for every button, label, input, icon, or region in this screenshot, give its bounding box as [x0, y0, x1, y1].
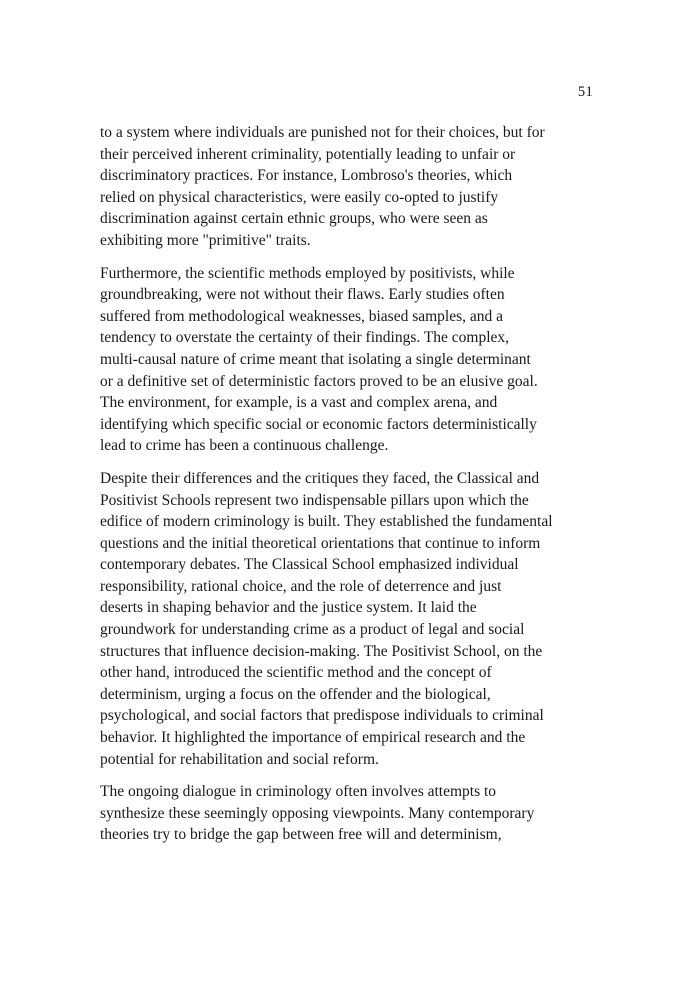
text-line: contemporary debates. The Classical School emphasized individual — [100, 556, 519, 574]
text-line: groundbreaking, were not without their flaws. Early studies often — [100, 286, 505, 304]
text-line: behavior. It highlighted the importance of empirical research and the — [100, 729, 526, 747]
text-line: lead to crime has been a continuous challenge. — [100, 437, 389, 455]
paragraph — [100, 263, 620, 457]
text-line: relied on physical characteristics, were easily co-opted to justify — [100, 188, 499, 206]
text-line: Positivist Schools represent two indispensable pillars upon which the — [100, 491, 529, 509]
text-line: to a system where individuals are punished not for their choices, but for — [100, 124, 545, 141]
text-line: discriminatory practices. For instance, Lombroso's theories, which — [100, 167, 513, 185]
text-line: identifying which specific social or economic factors deterministically — [100, 415, 537, 433]
text-line: synthesize these seemingly opposing viewpoints. Many contemporary — [100, 804, 535, 822]
text-line: structures that influence decision-making. The Positivist School, on the — [100, 642, 543, 660]
text-line: questions and the initial theoretical orientations that continue to inform — [100, 534, 541, 552]
text-line: theories try to bridge the gap between free will and determinism, — [100, 826, 502, 844]
text-line: edifice of modern criminology is built. They established the fundamental — [100, 513, 553, 531]
text-line: Furthermore, the scientific methods employed by positivists, while — [100, 264, 515, 282]
text-line: potential for rehabilitation and social reform. — [100, 750, 379, 768]
text-line: their perceived inherent criminality, potentially leading to unfair or — [100, 145, 516, 163]
text-line: discrimination against certain ethnic groups, who were seen as — [100, 210, 488, 228]
paragraph — [100, 781, 620, 846]
text-line: The ongoing dialogue in criminology often involves attempts to — [100, 783, 497, 801]
text-line: other hand, introduced the scientific method and the concept of — [100, 664, 492, 682]
text-line: groundwork for understanding crime as a product of legal and social — [100, 621, 525, 639]
text-line: or a definitive set of deterministic factors proved to be an elusive goal. — [100, 372, 538, 390]
text-line: determinism, urging a focus on the offender and the biological, — [100, 685, 491, 703]
text-line: exhibiting more "primitive" traits. — [100, 231, 311, 249]
paragraph — [100, 468, 620, 770]
text-line: The environment, for example, is a vast and complex arena, and — [100, 394, 498, 412]
text-line: psychological, and social factors that predispose individuals to criminal — [100, 707, 544, 725]
text-line: multi-causal nature of crime meant that isolating a single determinant — [100, 350, 531, 368]
text-line: responsibility, rational choice, and the role of deterrence and just — [100, 577, 502, 595]
text-line: tendency to overstate the certainty of their findings. The complex, — [100, 329, 510, 347]
paragraph — [100, 122, 620, 252]
text-line: deserts in shaping behavior and the justice system. It laid the — [100, 599, 477, 617]
page-body-text — [100, 122, 620, 857]
text-line: suffered from methodological weaknesses, biased samples, and a — [100, 307, 504, 325]
text-line: Despite their differences and the critiques they faced, the Classical and — [100, 469, 540, 487]
page-number: 51 — [577, 84, 593, 100]
